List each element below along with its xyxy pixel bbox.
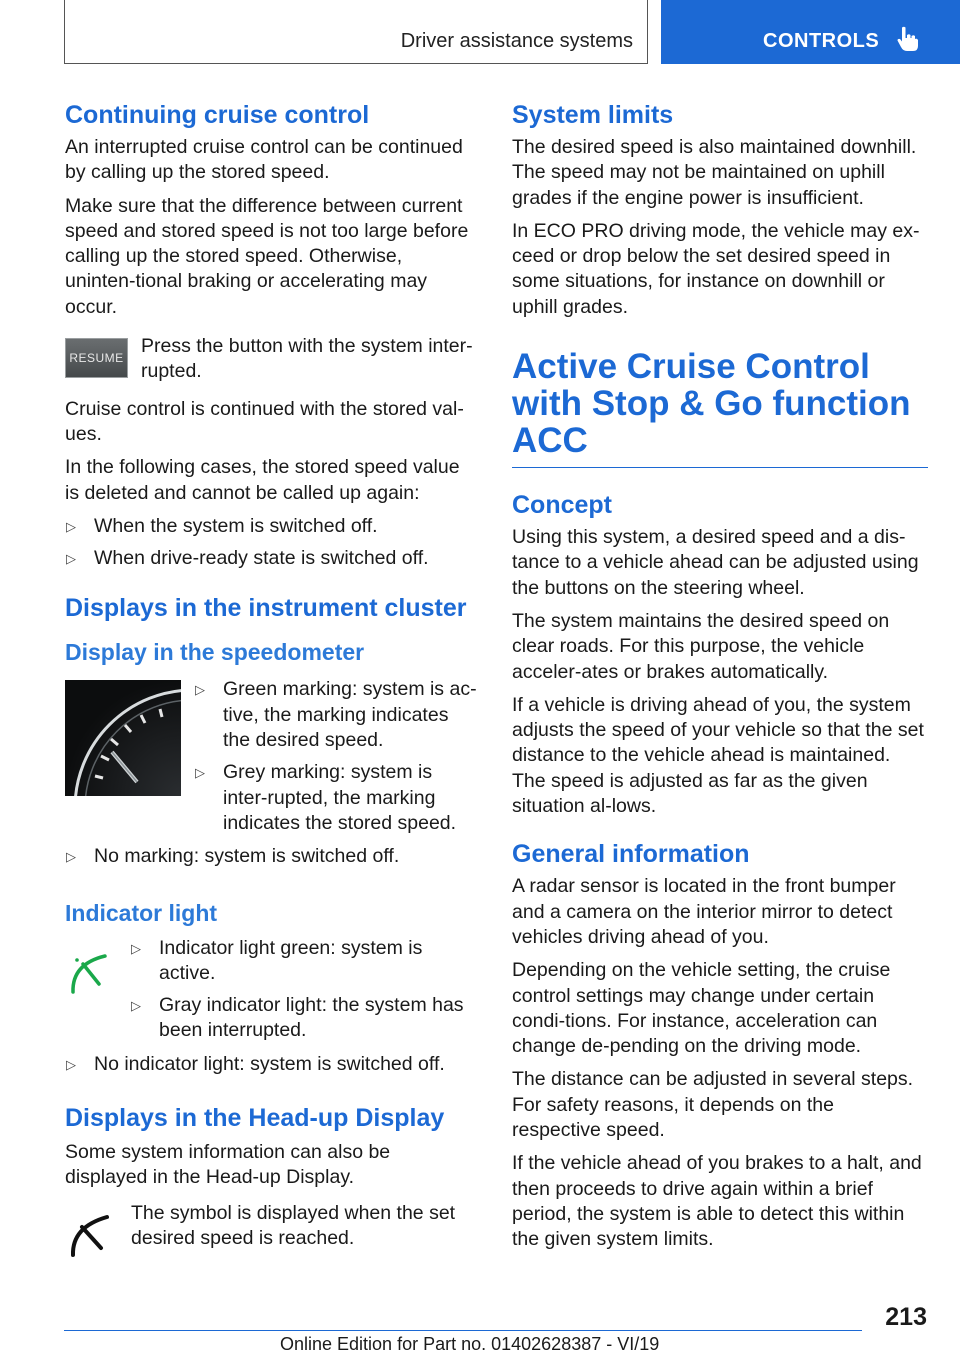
bullet-triangle-icon: ▷ (66, 551, 76, 567)
paragraph: Cruise control is continued with the stored val-ues. (65, 397, 464, 445)
left-column (65, 100, 477, 1251)
indicator-light-list (130, 936, 477, 1044)
speedometer-off-list (65, 844, 477, 869)
resume-button-icon: RESUME (65, 338, 128, 378)
header-chapter-tab (661, 0, 960, 64)
paragraph: Using this system, a desired speed and a dis-tance to a vehicle ahead can be adjusted using the buttons on the steering wheel. (512, 526, 919, 599)
resume-instruction-text: Press the button with the system inter-rupted. (141, 335, 473, 383)
list-item: ▷ When the system is switched off. (66, 514, 378, 537)
heading-active-cruise-control: Active Cruise Control with Stop & Go function ACC (512, 347, 911, 461)
heading-system-limits: System limits (512, 101, 674, 129)
indicator-section (65, 936, 477, 1044)
list-item: ▷ Green marking: system is ac-tive, the marking indicates the desired speed. (195, 678, 477, 752)
paragraph: The distance can be adjusted in several steps. For safety reasons, it depends on the respective speed. (512, 1068, 914, 1142)
list-item: ▷ When drive-ready state is switched off. (66, 547, 429, 570)
hud-speed-symbol-icon (69, 1213, 113, 1259)
footer-edition: Online Edition for Part no. 01402628387 - VI/19 (280, 1334, 660, 1354)
indicator-off-list (65, 1052, 477, 1077)
bullet-triangle-icon: ▷ (66, 518, 76, 534)
right-column (512, 100, 928, 1261)
paragraph: If a vehicle is driving ahead of you, the system adjusts the speed of your vehicle so that the set distance to the vehicle ahead is maintained. The speed is adjusted as far as the given situation al-lows. (512, 693, 924, 818)
list-item: ▷ Gray indicator light: the system has been interrupted. (131, 994, 464, 1042)
paragraph: Make sure that the difference between current speed and stored speed is not too large before calling up the stored speed. Otherwise, uninten-tional braking or accelerating may occur. (65, 194, 469, 318)
bullet-triangle-icon: ▷ (131, 940, 141, 956)
heading-displays-head-up-display: Displays in the Head-up Display (65, 1104, 445, 1133)
cruise-indicator-icon (69, 948, 113, 998)
heading-rule (512, 467, 928, 468)
paragraph: The system maintains the desired speed on clear roads. For this purpose, the vehicle acceler-ates or brakes automatically. (512, 609, 890, 683)
list-item: ▷ No marking: system is switched off. (66, 845, 400, 868)
header-chapter-title: CONTROLS (763, 30, 880, 52)
list-item: ▷ No indicator light: system is switched off. (66, 1052, 445, 1075)
paragraph: An interrupted cruise control can be continued by calling up the stored speed. (65, 136, 463, 184)
pointing-hand-icon (897, 26, 919, 52)
heading-displays-instrument-cluster: Displays in the instrument cluster (65, 594, 467, 623)
list-item: ▷ Grey marking: system is inter-rupted, the marking indicates the stored speed. (195, 761, 457, 834)
paragraph: Some system information can also be displayed in the Head-up Display. (65, 1141, 391, 1189)
bullet-triangle-icon: ▷ (131, 998, 141, 1014)
resume-instruction (65, 334, 477, 385)
paragraph: In ECO PRO driving mode, the vehicle may ex-ceed or drop below the set desired speed in some situations, for instance on downhill or uphill grades. (512, 219, 920, 318)
footer-rule (64, 1330, 862, 1331)
paragraph: A radar sensor is located in the front bumper and a camera on the interior mirror to detect vehicles driving ahead of you. (512, 875, 896, 948)
paragraph: Depending on the vehicle setting, the cruise control settings may change under certain condi-tions. For instance, acceleration can change de-pending on the driving mode. (512, 959, 891, 1058)
list-item: ▷ Indicator light green: system is active. (131, 936, 423, 984)
heading-indicator-light: Indicator light (65, 899, 218, 926)
page-number: 213 (885, 1303, 927, 1331)
header-section-title: Driver assistance systems (400, 30, 633, 52)
paragraph: If the vehicle ahead of you brakes to a halt, and then proceeds to drive again within a brief period, the system is able to detect this within the given system limits. (512, 1152, 922, 1251)
paragraph: In the following cases, the stored speed value is deleted and cannot be called up again: (65, 456, 460, 504)
heading-continuing-cruise-control: Continuing cruise control (65, 101, 370, 129)
paragraph: The desired speed is also maintained downhill. The speed may not be maintained on uphill grades if the engine power is insufficient. (512, 136, 917, 209)
speedometer-marking-list (194, 677, 477, 836)
header-section-box (64, 0, 648, 64)
speedometer-image (65, 680, 181, 796)
hud-symbol-section (65, 1201, 477, 1252)
bullet-triangle-icon: ▷ (66, 849, 76, 865)
hud-symbol-text: The symbol is displayed when the set desired speed is reached. (131, 1201, 456, 1249)
bullet-triangle-icon: ▷ (66, 1056, 76, 1072)
heading-general-information: General information (512, 840, 750, 869)
speedometer-section (65, 677, 477, 836)
bullet-triangle-icon: ▷ (195, 765, 205, 781)
deleted-conditions-list (65, 514, 477, 572)
heading-concept: Concept (512, 491, 612, 520)
bullet-triangle-icon: ▷ (195, 682, 205, 698)
heading-display-speedometer: Display in the speedometer (65, 639, 365, 666)
